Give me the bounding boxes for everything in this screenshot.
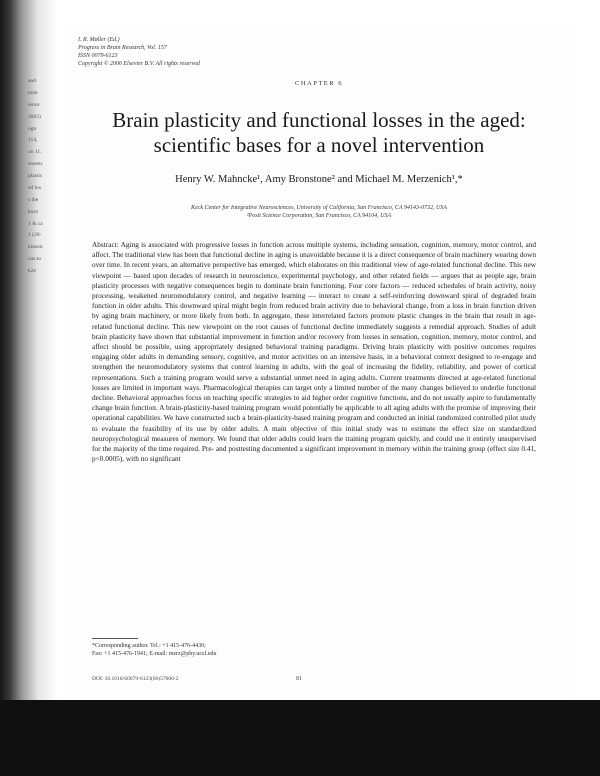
previous-page-fragment: 1 & ca (28, 220, 43, 227)
previous-page-fragment: eosem. (28, 161, 44, 168)
previous-page-fragment: and (28, 78, 36, 84)
previous-page-fragment: ience (28, 101, 40, 108)
footnote-line-2: Fax: +1 415-476-1941; E-mail: merz@phy.ucsf.edu (92, 651, 217, 657)
author-list: Henry W. Mahncke¹, Amy Bronstone² and Michael M. Merzenich¹,* (175, 174, 463, 185)
previous-page-fragment: 2003) (28, 113, 41, 120)
header-issn: ISSN 0079-6123 (78, 53, 118, 59)
previous-page-fragment: plastic (28, 173, 43, 179)
previous-page-fragment: kinson (28, 244, 43, 251)
previous-page-fragment: k2e (28, 268, 36, 274)
header-editor: I. R. Møller (Ed.) (78, 37, 120, 43)
previous-page-fragments (28, 78, 62, 280)
abstract-text: Aging is associated with progressive losses in function across multiple systems, including sensation, cognition, memory, motor control, and affect. The traditional view has been that functional decline in aging is unavoidable because it is a direct consequence of brain machinery wearing down over time. In recent years, an alternative perspective has emerged, which elaborates on this traditional view of age-related functional decline. This new viewpoint — based upon decades of research in neuroscience, experimental psychology, and other related fields — argues that as people age, brain plasticity processes with negative consequences begin to dominate brain functioning. Four core factors — reduced schedules of brain activity, noisy processing, weakened neuromodulatory control, and negative learning — interact to create a self-reinforcing downward spiral of degraded brain function in older adults. This downward spiral might begin from reduced brain activity due to behavioral change, from a loss in brain function driven by aging brain machinery, or more likely from both. In aggregate, these interrelated factors promote plastic changes in the brain that result in age-related functional decline. This new viewpoint on the root causes of functional decline immediately suggests a remedial approach. Studies of adult brain plasticity have shown that substantial improvement in function and/or recovery from losses in sensation, cognition, memory, motor control, and affect should be possible, using appropriately designed behavioral training paradigms. Driving brain plasticity with positive outcomes requires engaging older adults in demanding sensory, cognitive, and motor activities on an intensive basis, in a behavioral context designed to re-engage and strengthen the neuromodulatory systems that control learning in adults, with the goal of increasing the fidelity, reliability, and power of cortical representations. Such a training program would serve a substantial unmet need in aging adults. Current treatments directed at age-related functional losses are limited in important ways. Pharmacological therapies can target only a limited number of the many changes believed to underlie functional decline. Behavioral approaches focus on teaching specific strategies to aid higher order cognitive functions, and do not usually aspire to fundamentally change brain function. A brain-plasticity-based training program would potentially be applicable to all aging adults with the promise of improving their operational capabilities. We have constructed such a brain-plasticity-based training program and conducted an initial randomized controlled pilot study to evaluate the feasibility of its use by older adults. A main objective of this initial study was to estimate the effect size on standardized neuropsychological measures of memory. We found that older adults could learn the training program quickly, and could use it entirely unsupervised for the majority of the time required. Pre- and posttesting documented a significant improvement in memory within the training group (effect size 0.41, p<0.0005), with no significant (92, 240, 536, 464)
previous-page-fragment: 114, (28, 137, 38, 144)
header-journal: Progress in Brain Research, Vol. 157 (78, 45, 167, 51)
previous-page-fragment: ogn (28, 125, 37, 132)
previous-page-fragment: on 11. (28, 149, 42, 156)
previous-page-fragment: tone (28, 89, 38, 96)
affiliation-1: Keck Center for Integrative Neurosciences, University of California, San Francisco, CA 94143-0732, USA (191, 205, 447, 211)
affiliations (84, 204, 554, 220)
journal-header (78, 36, 200, 68)
title-line-2: scientific bases for a novel intervention (153, 133, 485, 157)
previous-page-fragment: nas.to (28, 256, 41, 263)
footnote-divider (92, 638, 138, 639)
corresponding-author-footnote (92, 642, 392, 658)
scanner-bottom-band (0, 700, 600, 776)
chapter-label: CHAPTER 6 (295, 80, 343, 87)
header-copyright: Copyright © 2006 Elsevier B.V. All rights reserved (78, 61, 200, 67)
abstract (92, 240, 536, 464)
article-page (64, 24, 574, 700)
article-title (84, 108, 554, 158)
doi: DOI: 10.1016/S0079-6123(06)57006-2 (92, 676, 179, 682)
previous-page-fragment: kuro (28, 208, 39, 215)
affiliation-2: ²Posit Science Corporation, San Francisco, CA 94104, USA (246, 213, 392, 219)
previous-page-fragment: 1 (20- (28, 232, 42, 239)
previous-page-fragment: s the (28, 196, 39, 203)
page-number: 81 (296, 676, 302, 682)
previous-page-fragment: ed los (28, 184, 41, 191)
abstract-label: Abstract: (92, 240, 119, 249)
footnote-line-1: *Corresponding author. Tel.: +1 415-476-4430; (92, 643, 206, 649)
title-line-1: Brain plasticity and functional losses in the aged: (112, 108, 526, 132)
